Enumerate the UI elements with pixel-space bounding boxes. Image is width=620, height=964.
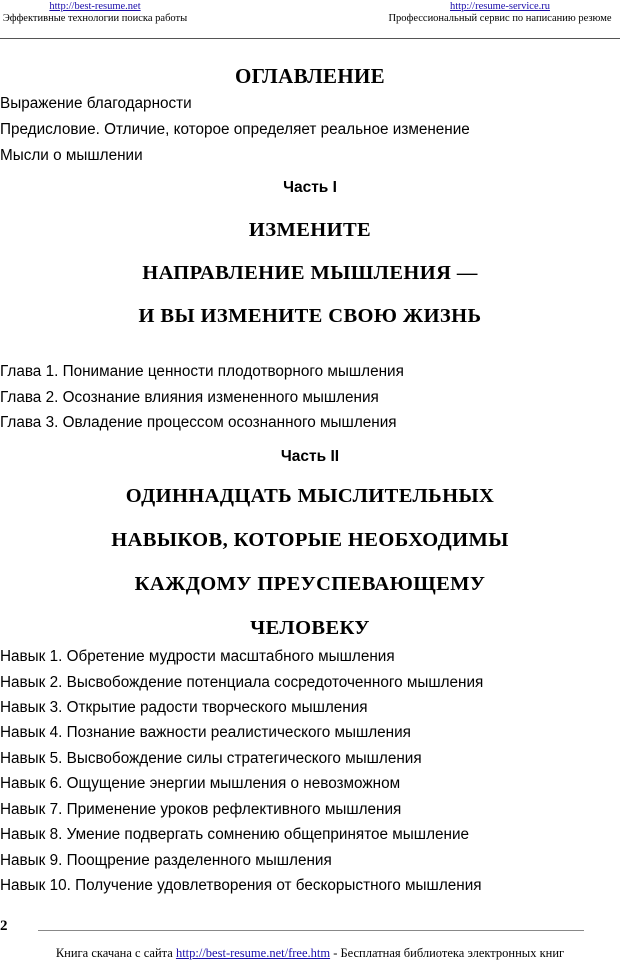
toc-skill[interactable]: Навык 9. Поощрение разделенного мышления bbox=[0, 852, 332, 869]
toc-skill[interactable]: Навык 1. Обретение мудрости масштабного мышления bbox=[0, 648, 395, 665]
toc-skill[interactable]: Навык 5. Высвобождение силы стратегического мышления bbox=[0, 750, 422, 767]
toc-skill[interactable]: Навык 7. Применение уроков рефлективного мышления bbox=[0, 801, 402, 818]
footer-credit bbox=[0, 946, 620, 961]
toc-entry[interactable]: Выражение благодарности bbox=[0, 95, 192, 112]
toc-skill[interactable]: Навык 4. Познание важности реалистического мышления bbox=[0, 724, 411, 741]
part-1-heading-line: И ВЫ ИЗМЕНИТЕ СВОЮ ЖИЗНЬ bbox=[138, 305, 482, 327]
toc-title: ОГЛАВЛЕНИЕ bbox=[235, 64, 385, 88]
header-left-text: Эффективные технологии поиска работы bbox=[2, 13, 188, 24]
header-right-text: Профессиональный сервис по написанию резюме bbox=[388, 13, 612, 24]
page-footer bbox=[0, 914, 620, 964]
part-2-heading-line: ЧЕЛОВЕКУ bbox=[250, 617, 370, 639]
toc-skill[interactable]: Навык 8. Умение подвергать сомнению общепринятое мышление bbox=[0, 826, 470, 843]
header-right bbox=[380, 1, 620, 25]
part-2-heading-line: НАВЫКОВ, КОТОРЫЕ НЕОБХОДИМЫ bbox=[111, 529, 509, 551]
part-2-heading-line: КАЖДОМУ ПРЕУСПЕВАЮЩЕМУ bbox=[134, 573, 486, 595]
footer-credit-prefix: Книга скачана с сайта bbox=[55, 946, 173, 960]
page-number: 2 bbox=[0, 918, 8, 934]
toc-chapter[interactable]: Глава 2. Осознание влияния измененного мышления bbox=[0, 389, 379, 406]
part-1-heading-line: ИЗМЕНИТЕ bbox=[248, 219, 372, 241]
toc-skill[interactable]: Навык 2. Высвобождение потенциала сосредоточенного мышления bbox=[0, 674, 484, 691]
toc-skill[interactable]: Навык 3. Открытие радости творческого мышления bbox=[0, 699, 368, 716]
header-right-link[interactable]: http://resume-service.ru bbox=[449, 1, 550, 12]
part-1-heading-line: НАПРАВЛЕНИЕ МЫШЛЕНИЯ — bbox=[142, 262, 478, 284]
part-1-label: Часть I bbox=[283, 179, 337, 196]
part-2-label: Часть II bbox=[280, 448, 340, 465]
toc-skill[interactable]: Навык 10. Получение удовлетворения от бескорыстного мышления bbox=[0, 877, 482, 894]
header-left-link[interactable]: http://best-resume.net bbox=[49, 1, 141, 12]
page-header bbox=[0, 0, 620, 40]
header-divider bbox=[0, 38, 620, 39]
header-left bbox=[0, 1, 190, 25]
toc-skill[interactable]: Навык 6. Ощущение энергии мышления о невозможном bbox=[0, 775, 401, 792]
toc-chapter[interactable]: Глава 1. Понимание ценности плодотворного мышления bbox=[0, 363, 404, 380]
footer-rule bbox=[38, 930, 584, 931]
toc-entry[interactable]: Мысли о мышлении bbox=[0, 147, 143, 164]
footer-credit-suffix: - Бесплатная библиотека электронных книг bbox=[333, 946, 565, 960]
toc-entry[interactable]: Предисловие. Отличие, которое определяет реальное изменение bbox=[0, 121, 470, 138]
footer-credit-link[interactable]: http://best-resume.net/free.htm bbox=[175, 946, 331, 960]
part-2-heading-line: ОДИННАДЦАТЬ МЫСЛИТЕЛЬНЫХ bbox=[125, 485, 495, 507]
toc-chapter[interactable]: Глава 3. Овладение процессом осознанного мышления bbox=[0, 414, 397, 431]
